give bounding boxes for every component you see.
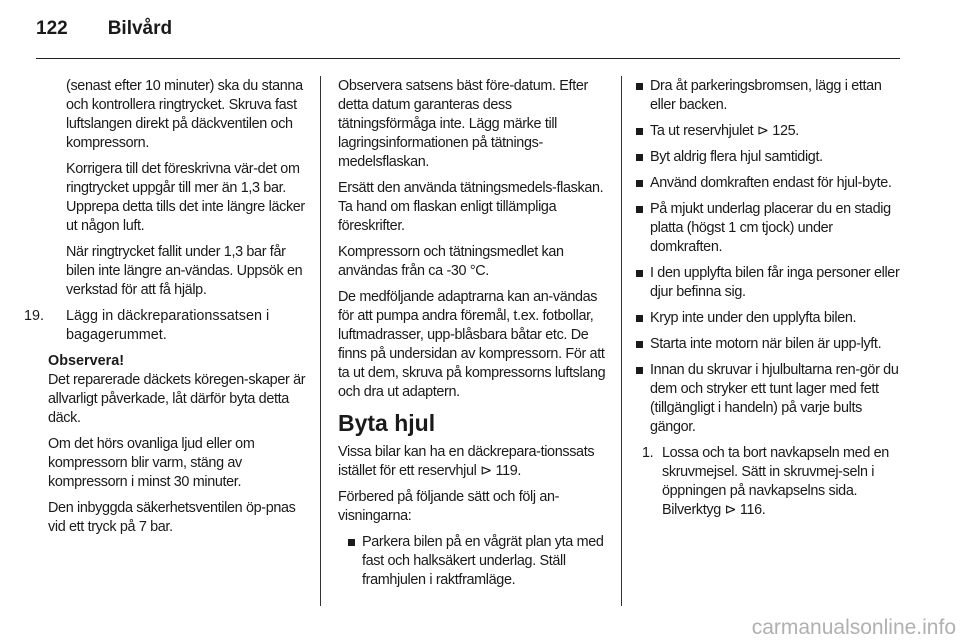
column-2: [338, 77, 608, 597]
note-paragraph: Det reparerade däckets köregen-skaper är allvarligt påverkade, låt därför byta detta däck.: [48, 372, 306, 426]
list-item: Starta inte motorn när bilen är upp-lyft.: [636, 335, 902, 354]
section-title: Bilvård: [107, 18, 173, 39]
column-1: [24, 77, 308, 544]
list-item: Använd domkraften endast för hjul-byte.: [636, 174, 902, 193]
section-heading: Byta hjul: [338, 410, 436, 436]
list-item: I den upplyfta bilen får inga personer eller djur befinna sig.: [636, 264, 902, 302]
step-19: [24, 307, 308, 345]
note-title: Observera!: [48, 353, 124, 369]
watermark: carmanualsonline.info: [751, 616, 956, 639]
step-number: 19.: [24, 308, 45, 324]
column-3: [636, 77, 902, 527]
note-paragraph: Den inbyggda säkerhetsventilen öp-pnas vid ett tryck på 7 bar.: [48, 500, 296, 535]
list-item: Byt aldrig flera hjul samtidigt.: [636, 148, 902, 167]
step-1: [642, 444, 902, 520]
note-paragraph: Om det hörs ovanliga ljud eller om kompressorn blir varm, stäng av kompressorn i minst 30 minuter.: [48, 436, 255, 490]
paragraph-prepare: Förbered på följande sätt och följ an-visningarna:: [338, 489, 560, 524]
list-item: På mjukt underlag placerar du en stadig platta (högst 1 cm tjock) under domkraften.: [636, 200, 902, 257]
list-item: Dra åt parkeringsbromsen, lägg i ettan eller backen.: [636, 77, 902, 115]
list-item: Ta ut reservhjulet ⊳ 125.: [636, 122, 902, 141]
paragraph-adapters: De medföljande adaptrarna kan an-vändas för att pumpa andra föremål, t.ex. fotbollar, luftmadrasser, upp-blåsbara båtar etc. De finns på undersidan av kompressorn. För att ta ut dem, skruva på kompressorns luftslang och dra ut adaptern.: [338, 289, 606, 400]
step-number: 1.: [642, 445, 654, 461]
paragraph-pressure-drop: När ringtrycket fallit under 1,3 bar får bilen inte längre an-vändas. Uppsök en verkstad för att få hjälp.: [66, 244, 303, 298]
column-divider-2: [621, 76, 622, 606]
bullet-list: [338, 533, 608, 590]
page-header: [36, 18, 172, 48]
paragraph-repair-kit: Vissa bilar kan ha en däckrepara-tionssats istället för ett reservhjul ⊳ 119.: [338, 444, 595, 479]
numbered-list: [636, 444, 902, 520]
list-item: Parkera bilen på en vågrät plan yta med fast och halksäkert underlag. Ställ framhjulen i raktframläge.: [348, 533, 608, 590]
paragraph-best-before: Observera satsens bäst före-datum. Efter detta datum garanteras dess tätningsförmåga inte. Lägg märke till lagringsinformationen på tätnings-medelsflaskan.: [338, 78, 588, 170]
paragraph-check-pressure: (senast efter 10 minuter) ska du stanna och kontrollera ringtrycket. Skruva fast luftslangen direkt på däckventilen och kompressorn.: [66, 78, 303, 151]
paragraph-temperature: Kompressorn och tätningsmedlet kan användas från ca -30 °C.: [338, 244, 564, 279]
step-text: Lägg in däckreparationssatsen i bagagerummet.: [66, 308, 270, 343]
column-divider-1: [320, 76, 321, 606]
list-item: Innan du skruvar i hjulbultarna ren-gör du dem och stryker ett tunt lager med fett (tillgängligt i handeln) på varje bults gängor.: [636, 361, 902, 437]
page-number: 122: [36, 18, 68, 39]
paragraph-replace-bottle: Ersätt den använda tätningsmedels-flaskan. Ta hand om flaskan enligt tillämpliga föreskrifter.: [338, 180, 604, 234]
list-item: Kryp inte under den upplyfta bilen.: [636, 309, 902, 328]
bullet-list: [636, 77, 902, 437]
paragraph-correct-pressure: Korrigera till det föreskrivna vär-det om ringtrycket uppgår till mer än 1,3 bar. Upprepa detta tills det inte längre läcker ut någon luft.: [66, 161, 305, 234]
header-rule: [36, 58, 900, 59]
note-box: [42, 352, 308, 537]
step-text: Lossa och ta bort navkapseln med en skruvmejsel. Sätt in skruvmej-seln i öppningen på navkapselns sida. Bilverktyg ⊳ 116.: [662, 445, 889, 518]
